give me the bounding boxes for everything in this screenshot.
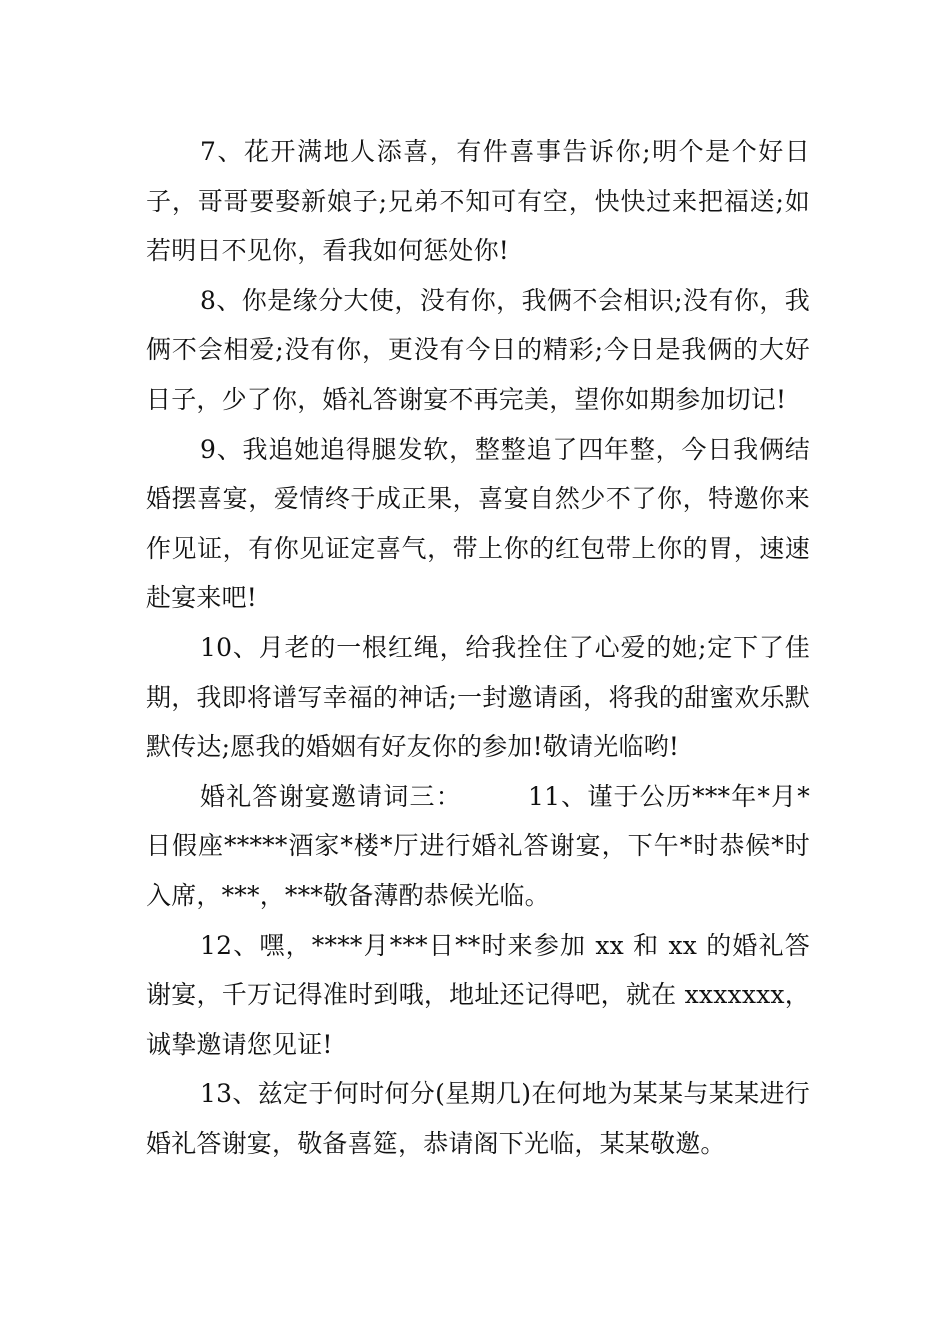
paragraph-7: 7、花开满地人添喜，有件喜事告诉你;明个是个好日子，哥哥要娶新娘子;兄弟不知可有空，快快过来把福送;如若明日不见你，看我如何惩处你! [146, 137, 810, 266]
document-page [146, 127, 810, 1168]
paragraph-8: 8、你是缘分大使，没有你，我俩不会相识;没有你，我俩不会相爱;没有你，更没有今日的精彩;今日是我俩的大好日子，少了你，婚礼答谢宴不再完美，望你如期参加切记! [146, 285, 810, 414]
paragraph-10: 10、月老的一根红绳，给我拴住了心爱的她;定下了佳期，我即将谱写幸福的神话;一封邀请函，将我的甜蜜欢乐默默传达;愿我的婚姻有好友你的参加!敬请光临哟! [146, 632, 810, 762]
paragraph-12: 12、嘿，****月***日**时来参加 xx 和 xx 的婚礼答谢宴，千万记得准时到哦，地址还记得吧，就在 xxxxxxx，诚挚邀请您见证! [146, 930, 810, 1059]
paragraph-9: 9、我追她追得腿发软，整整追了四年整，今日我俩结婚摆喜宴，爱情终于成正果，喜宴自然少不了你，特邀你来作见证，有你见证定喜气，带上你的红包带上你的胃，速速赴宴来吧! [146, 434, 810, 613]
paragraph-13: 13、兹定于何时何分(星期几)在何地为某某与某某进行婚礼答谢宴，敬备喜筵，恭请阁下光临，某某敬邀。 [146, 1079, 810, 1158]
paragraph-section-three: 婚礼答谢宴邀请词三： 11、谨于公历***年*月*日假座*****酒家*楼*厅进行婚礼答谢宴，下午*时恭候*时入席，***，***敬备薄酌恭候光临。 [146, 781, 810, 910]
